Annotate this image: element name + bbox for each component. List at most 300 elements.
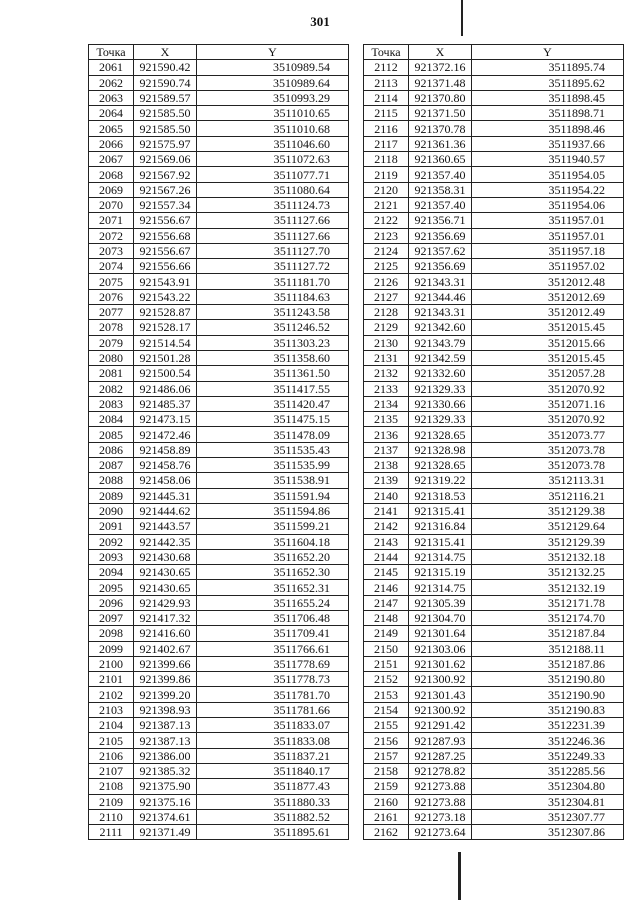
point-number: 2112 bbox=[364, 60, 409, 75]
table-row bbox=[89, 702, 349, 717]
y-coordinate: 3511594.86 bbox=[197, 503, 349, 518]
table-row bbox=[89, 748, 349, 763]
point-number: 2155 bbox=[364, 718, 409, 733]
y-coordinate: 3511417.55 bbox=[197, 381, 349, 396]
y-coordinate: 3511478.09 bbox=[197, 427, 349, 442]
x-coordinate: 921316.84 bbox=[409, 519, 472, 534]
y-coordinate: 3511072.63 bbox=[197, 152, 349, 167]
point-number: 2109 bbox=[89, 794, 134, 809]
y-coordinate: 3512015.45 bbox=[472, 350, 624, 365]
point-number: 2062 bbox=[89, 75, 134, 90]
x-coordinate: 921575.97 bbox=[134, 136, 197, 151]
table-row bbox=[364, 718, 624, 733]
y-coordinate: 3511898.46 bbox=[472, 121, 624, 136]
x-coordinate: 921356.69 bbox=[409, 259, 472, 274]
table-row bbox=[364, 320, 624, 335]
table-row bbox=[89, 182, 349, 197]
table-row bbox=[364, 427, 624, 442]
table-row bbox=[89, 656, 349, 671]
x-coordinate: 921556.67 bbox=[134, 213, 197, 228]
point-number: 2144 bbox=[364, 549, 409, 564]
x-coordinate: 921315.19 bbox=[409, 565, 472, 580]
x-coordinate: 921273.88 bbox=[409, 779, 472, 794]
x-coordinate: 921328.98 bbox=[409, 442, 472, 457]
point-number: 2122 bbox=[364, 213, 409, 228]
y-coordinate: 3511652.31 bbox=[197, 580, 349, 595]
x-coordinate: 921528.17 bbox=[134, 320, 197, 335]
point-number: 2091 bbox=[89, 519, 134, 534]
x-coordinate: 921399.86 bbox=[134, 672, 197, 687]
x-coordinate: 921343.79 bbox=[409, 335, 472, 350]
point-number: 2141 bbox=[364, 503, 409, 518]
y-coordinate: 3511766.61 bbox=[197, 641, 349, 656]
point-number: 2088 bbox=[89, 473, 134, 488]
y-coordinate: 3512307.77 bbox=[472, 809, 624, 824]
x-coordinate: 921444.62 bbox=[134, 503, 197, 518]
table-row bbox=[89, 412, 349, 427]
point-number: 2079 bbox=[89, 335, 134, 350]
table-row bbox=[364, 809, 624, 824]
table-row bbox=[89, 595, 349, 610]
y-coordinate: 3511181.70 bbox=[197, 274, 349, 289]
point-number: 2080 bbox=[89, 350, 134, 365]
table-row bbox=[364, 595, 624, 610]
y-coordinate: 3511957.01 bbox=[472, 213, 624, 228]
point-number: 2119 bbox=[364, 167, 409, 182]
table-row bbox=[364, 412, 624, 427]
table-row bbox=[89, 259, 349, 274]
point-number: 2104 bbox=[89, 718, 134, 733]
point-number: 2083 bbox=[89, 396, 134, 411]
y-coordinate: 3511538.91 bbox=[197, 473, 349, 488]
y-coordinate: 3511778.69 bbox=[197, 656, 349, 671]
x-coordinate: 921304.70 bbox=[409, 610, 472, 625]
y-coordinate: 3512132.18 bbox=[472, 549, 624, 564]
table-row bbox=[89, 427, 349, 442]
column-header-point: Точка bbox=[364, 45, 409, 60]
point-number: 2092 bbox=[89, 534, 134, 549]
point-number: 2125 bbox=[364, 259, 409, 274]
point-number: 2124 bbox=[364, 243, 409, 258]
table-row bbox=[89, 549, 349, 564]
y-coordinate: 3511833.08 bbox=[197, 733, 349, 748]
x-coordinate: 921332.60 bbox=[409, 366, 472, 381]
x-coordinate: 921399.20 bbox=[134, 687, 197, 702]
table-row bbox=[364, 458, 624, 473]
y-coordinate: 3511957.01 bbox=[472, 228, 624, 243]
page-number: 301 bbox=[310, 14, 330, 29]
table-row bbox=[364, 534, 624, 549]
table-row bbox=[364, 182, 624, 197]
table-row bbox=[89, 733, 349, 748]
coordinates-table-left bbox=[88, 44, 349, 840]
y-coordinate: 3512015.66 bbox=[472, 335, 624, 350]
y-coordinate: 3512129.64 bbox=[472, 519, 624, 534]
x-coordinate: 921343.31 bbox=[409, 274, 472, 289]
point-number: 2076 bbox=[89, 289, 134, 304]
table-row bbox=[89, 305, 349, 320]
y-coordinate: 3511957.18 bbox=[472, 243, 624, 258]
y-coordinate: 3511010.68 bbox=[197, 121, 349, 136]
table-row bbox=[364, 213, 624, 228]
x-coordinate: 921342.60 bbox=[409, 320, 472, 335]
point-number: 2146 bbox=[364, 580, 409, 595]
x-coordinate: 921442.35 bbox=[134, 534, 197, 549]
table-row bbox=[89, 320, 349, 335]
x-coordinate: 921301.64 bbox=[409, 626, 472, 641]
y-coordinate: 3512012.69 bbox=[472, 289, 624, 304]
table-row bbox=[364, 366, 624, 381]
table-row bbox=[364, 565, 624, 580]
table-row bbox=[364, 519, 624, 534]
y-coordinate: 3512190.90 bbox=[472, 687, 624, 702]
x-coordinate: 921430.65 bbox=[134, 580, 197, 595]
point-number: 2127 bbox=[364, 289, 409, 304]
point-number: 2116 bbox=[364, 121, 409, 136]
table-row bbox=[89, 366, 349, 381]
point-number: 2142 bbox=[364, 519, 409, 534]
x-coordinate: 921501.28 bbox=[134, 350, 197, 365]
x-coordinate: 921328.65 bbox=[409, 458, 472, 473]
point-number: 2108 bbox=[89, 779, 134, 794]
point-number: 2071 bbox=[89, 213, 134, 228]
y-coordinate: 3512015.45 bbox=[472, 320, 624, 335]
y-coordinate: 3512246.36 bbox=[472, 733, 624, 748]
table-row bbox=[364, 289, 624, 304]
x-coordinate: 921387.13 bbox=[134, 733, 197, 748]
point-number: 2113 bbox=[364, 75, 409, 90]
x-coordinate: 921398.93 bbox=[134, 702, 197, 717]
x-coordinate: 921315.41 bbox=[409, 503, 472, 518]
y-coordinate: 3511898.71 bbox=[472, 106, 624, 121]
x-coordinate: 921287.25 bbox=[409, 748, 472, 763]
x-coordinate: 921303.06 bbox=[409, 641, 472, 656]
x-coordinate: 921430.68 bbox=[134, 549, 197, 564]
point-number: 2077 bbox=[89, 305, 134, 320]
table-row bbox=[364, 305, 624, 320]
y-coordinate: 3511243.58 bbox=[197, 305, 349, 320]
x-coordinate: 921342.59 bbox=[409, 350, 472, 365]
point-number: 2133 bbox=[364, 381, 409, 396]
y-coordinate: 3512012.48 bbox=[472, 274, 624, 289]
x-coordinate: 921386.00 bbox=[134, 748, 197, 763]
x-coordinate: 921358.31 bbox=[409, 182, 472, 197]
x-coordinate: 921372.16 bbox=[409, 60, 472, 75]
point-number: 2102 bbox=[89, 687, 134, 702]
y-coordinate: 3512070.92 bbox=[472, 381, 624, 396]
y-coordinate: 3511898.45 bbox=[472, 90, 624, 105]
x-coordinate: 921375.90 bbox=[134, 779, 197, 794]
y-coordinate: 3511599.21 bbox=[197, 519, 349, 534]
point-number: 2128 bbox=[364, 305, 409, 320]
y-coordinate: 3511127.72 bbox=[197, 259, 349, 274]
y-coordinate: 3512285.56 bbox=[472, 763, 624, 778]
table-row bbox=[364, 197, 624, 212]
y-coordinate: 3511655.24 bbox=[197, 595, 349, 610]
y-coordinate: 3512132.25 bbox=[472, 565, 624, 580]
x-coordinate: 921273.88 bbox=[409, 794, 472, 809]
table-row bbox=[364, 626, 624, 641]
column-header-point: Точка bbox=[89, 45, 134, 60]
point-number: 2103 bbox=[89, 702, 134, 717]
x-coordinate: 921301.43 bbox=[409, 687, 472, 702]
y-coordinate: 3511781.66 bbox=[197, 702, 349, 717]
table-row bbox=[89, 794, 349, 809]
table-row bbox=[89, 488, 349, 503]
point-number: 2090 bbox=[89, 503, 134, 518]
y-coordinate: 3512190.80 bbox=[472, 672, 624, 687]
scan-mark-top bbox=[461, 0, 463, 36]
point-number: 2123 bbox=[364, 228, 409, 243]
table-row bbox=[89, 687, 349, 702]
y-coordinate: 3512012.49 bbox=[472, 305, 624, 320]
y-coordinate: 3512171.78 bbox=[472, 595, 624, 610]
x-coordinate: 921472.46 bbox=[134, 427, 197, 442]
point-number: 2096 bbox=[89, 595, 134, 610]
x-coordinate: 921500.54 bbox=[134, 366, 197, 381]
point-number: 2069 bbox=[89, 182, 134, 197]
x-coordinate: 921458.76 bbox=[134, 458, 197, 473]
point-number: 2131 bbox=[364, 350, 409, 365]
point-number: 2089 bbox=[89, 488, 134, 503]
y-coordinate: 3510989.64 bbox=[197, 75, 349, 90]
x-coordinate: 921291.42 bbox=[409, 718, 472, 733]
table-row bbox=[364, 381, 624, 396]
point-number: 2161 bbox=[364, 809, 409, 824]
x-coordinate: 921473.15 bbox=[134, 412, 197, 427]
table-row bbox=[364, 60, 624, 75]
table-row bbox=[364, 442, 624, 457]
x-coordinate: 921361.36 bbox=[409, 136, 472, 151]
y-coordinate: 3511882.52 bbox=[197, 809, 349, 824]
table-row bbox=[89, 289, 349, 304]
table-row bbox=[89, 565, 349, 580]
table-row bbox=[364, 335, 624, 350]
table-row bbox=[364, 488, 624, 503]
y-coordinate: 3512129.39 bbox=[472, 534, 624, 549]
point-number: 2084 bbox=[89, 412, 134, 427]
x-coordinate: 921585.50 bbox=[134, 121, 197, 136]
table-row bbox=[364, 396, 624, 411]
y-coordinate: 3511880.33 bbox=[197, 794, 349, 809]
point-number: 2153 bbox=[364, 687, 409, 702]
point-number: 2067 bbox=[89, 152, 134, 167]
point-number: 2086 bbox=[89, 442, 134, 457]
y-coordinate: 3512174.70 bbox=[472, 610, 624, 625]
table-row bbox=[364, 794, 624, 809]
table-row bbox=[89, 672, 349, 687]
point-number: 2105 bbox=[89, 733, 134, 748]
y-coordinate: 3511420.47 bbox=[197, 396, 349, 411]
x-coordinate: 921399.66 bbox=[134, 656, 197, 671]
x-coordinate: 921278.82 bbox=[409, 763, 472, 778]
table-row bbox=[364, 748, 624, 763]
y-coordinate: 3511652.30 bbox=[197, 565, 349, 580]
x-coordinate: 921567.92 bbox=[134, 167, 197, 182]
x-coordinate: 921344.46 bbox=[409, 289, 472, 304]
x-coordinate: 921528.87 bbox=[134, 305, 197, 320]
x-coordinate: 921557.34 bbox=[134, 197, 197, 212]
y-coordinate: 3512132.19 bbox=[472, 580, 624, 595]
y-coordinate: 3512070.92 bbox=[472, 412, 624, 427]
point-number: 2061 bbox=[89, 60, 134, 75]
x-coordinate: 921330.66 bbox=[409, 396, 472, 411]
point-number: 2082 bbox=[89, 381, 134, 396]
table-row bbox=[89, 458, 349, 473]
x-coordinate: 921374.61 bbox=[134, 809, 197, 824]
point-number: 2126 bbox=[364, 274, 409, 289]
y-coordinate: 3512113.31 bbox=[472, 473, 624, 488]
x-coordinate: 921305.39 bbox=[409, 595, 472, 610]
table-row bbox=[364, 733, 624, 748]
x-coordinate: 921402.67 bbox=[134, 641, 197, 656]
table-row bbox=[89, 60, 349, 75]
y-coordinate: 3511895.62 bbox=[472, 75, 624, 90]
table-row bbox=[89, 626, 349, 641]
x-coordinate: 921385.32 bbox=[134, 763, 197, 778]
x-coordinate: 921357.40 bbox=[409, 197, 472, 212]
x-coordinate: 921319.22 bbox=[409, 473, 472, 488]
table-row bbox=[89, 442, 349, 457]
y-coordinate: 3511709.41 bbox=[197, 626, 349, 641]
table-row bbox=[89, 610, 349, 625]
x-coordinate: 921567.26 bbox=[134, 182, 197, 197]
point-number: 2073 bbox=[89, 243, 134, 258]
x-coordinate: 921356.71 bbox=[409, 213, 472, 228]
table-row bbox=[89, 580, 349, 595]
y-coordinate: 3511954.05 bbox=[472, 167, 624, 182]
x-coordinate: 921371.49 bbox=[134, 825, 197, 840]
y-coordinate: 3511781.70 bbox=[197, 687, 349, 702]
table-row bbox=[364, 549, 624, 564]
x-coordinate: 921287.93 bbox=[409, 733, 472, 748]
x-coordinate: 921343.31 bbox=[409, 305, 472, 320]
x-coordinate: 921360.65 bbox=[409, 152, 472, 167]
y-coordinate: 3511303.23 bbox=[197, 335, 349, 350]
point-number: 2099 bbox=[89, 641, 134, 656]
table-row bbox=[89, 534, 349, 549]
point-number: 2072 bbox=[89, 228, 134, 243]
coordinates-table-right bbox=[363, 44, 624, 840]
table-row bbox=[89, 718, 349, 733]
table-row bbox=[89, 152, 349, 167]
x-coordinate: 921458.06 bbox=[134, 473, 197, 488]
table-row bbox=[89, 825, 349, 840]
table-row bbox=[89, 473, 349, 488]
y-coordinate: 3511954.22 bbox=[472, 182, 624, 197]
x-coordinate: 921300.92 bbox=[409, 702, 472, 717]
x-coordinate: 921314.75 bbox=[409, 549, 472, 564]
x-coordinate: 921556.68 bbox=[134, 228, 197, 243]
y-coordinate: 3512304.81 bbox=[472, 794, 624, 809]
x-coordinate: 921589.57 bbox=[134, 90, 197, 105]
table-row bbox=[89, 335, 349, 350]
table-row bbox=[89, 779, 349, 794]
y-coordinate: 3511184.63 bbox=[197, 289, 349, 304]
table-row bbox=[364, 228, 624, 243]
y-coordinate: 3511840.17 bbox=[197, 763, 349, 778]
table-row bbox=[89, 641, 349, 656]
point-number: 2154 bbox=[364, 702, 409, 717]
table-row bbox=[89, 136, 349, 151]
table-row bbox=[89, 350, 349, 365]
y-coordinate: 3511127.66 bbox=[197, 213, 349, 228]
point-number: 2151 bbox=[364, 656, 409, 671]
y-coordinate: 3510989.54 bbox=[197, 60, 349, 75]
y-coordinate: 3511475.15 bbox=[197, 412, 349, 427]
point-number: 2117 bbox=[364, 136, 409, 151]
x-coordinate: 921356.69 bbox=[409, 228, 472, 243]
point-number: 2129 bbox=[364, 320, 409, 335]
x-coordinate: 921556.66 bbox=[134, 259, 197, 274]
table-row bbox=[364, 106, 624, 121]
y-coordinate: 3512057.28 bbox=[472, 366, 624, 381]
point-number: 2098 bbox=[89, 626, 134, 641]
table-row bbox=[89, 121, 349, 136]
x-coordinate: 921569.06 bbox=[134, 152, 197, 167]
x-coordinate: 921543.91 bbox=[134, 274, 197, 289]
x-coordinate: 921430.65 bbox=[134, 565, 197, 580]
table-row bbox=[364, 243, 624, 258]
y-coordinate: 3511778.73 bbox=[197, 672, 349, 687]
y-coordinate: 3511895.74 bbox=[472, 60, 624, 75]
point-number: 2094 bbox=[89, 565, 134, 580]
table-row bbox=[89, 228, 349, 243]
point-number: 2101 bbox=[89, 672, 134, 687]
table-row bbox=[364, 641, 624, 656]
x-coordinate: 921357.40 bbox=[409, 167, 472, 182]
point-number: 2078 bbox=[89, 320, 134, 335]
point-number: 2066 bbox=[89, 136, 134, 151]
x-coordinate: 921514.54 bbox=[134, 335, 197, 350]
y-coordinate: 3512073.78 bbox=[472, 442, 624, 457]
y-coordinate: 3511652.20 bbox=[197, 549, 349, 564]
y-coordinate: 3512071.16 bbox=[472, 396, 624, 411]
point-number: 2068 bbox=[89, 167, 134, 182]
table-row bbox=[364, 687, 624, 702]
table-row bbox=[364, 136, 624, 151]
y-coordinate: 3511877.43 bbox=[197, 779, 349, 794]
point-number: 2134 bbox=[364, 396, 409, 411]
point-number: 2074 bbox=[89, 259, 134, 274]
x-coordinate: 921273.64 bbox=[409, 825, 472, 840]
y-coordinate: 3511358.60 bbox=[197, 350, 349, 365]
y-coordinate: 3512231.39 bbox=[472, 718, 624, 733]
point-number: 2132 bbox=[364, 366, 409, 381]
y-coordinate: 3511535.43 bbox=[197, 442, 349, 457]
table-row bbox=[364, 580, 624, 595]
table-row bbox=[89, 381, 349, 396]
point-number: 2137 bbox=[364, 442, 409, 457]
table-row bbox=[89, 519, 349, 534]
table-row bbox=[364, 274, 624, 289]
point-number: 2150 bbox=[364, 641, 409, 656]
point-number: 2136 bbox=[364, 427, 409, 442]
table-row bbox=[364, 259, 624, 274]
point-number: 2100 bbox=[89, 656, 134, 671]
x-coordinate: 921485.37 bbox=[134, 396, 197, 411]
y-coordinate: 3511124.73 bbox=[197, 197, 349, 212]
table-row bbox=[89, 75, 349, 90]
table-header-row bbox=[364, 45, 624, 60]
x-coordinate: 921443.57 bbox=[134, 519, 197, 534]
x-coordinate: 921329.33 bbox=[409, 381, 472, 396]
x-coordinate: 921590.74 bbox=[134, 75, 197, 90]
table-row bbox=[89, 809, 349, 824]
y-coordinate: 3511127.70 bbox=[197, 243, 349, 258]
y-coordinate: 3512187.84 bbox=[472, 626, 624, 641]
y-coordinate: 3512129.38 bbox=[472, 503, 624, 518]
